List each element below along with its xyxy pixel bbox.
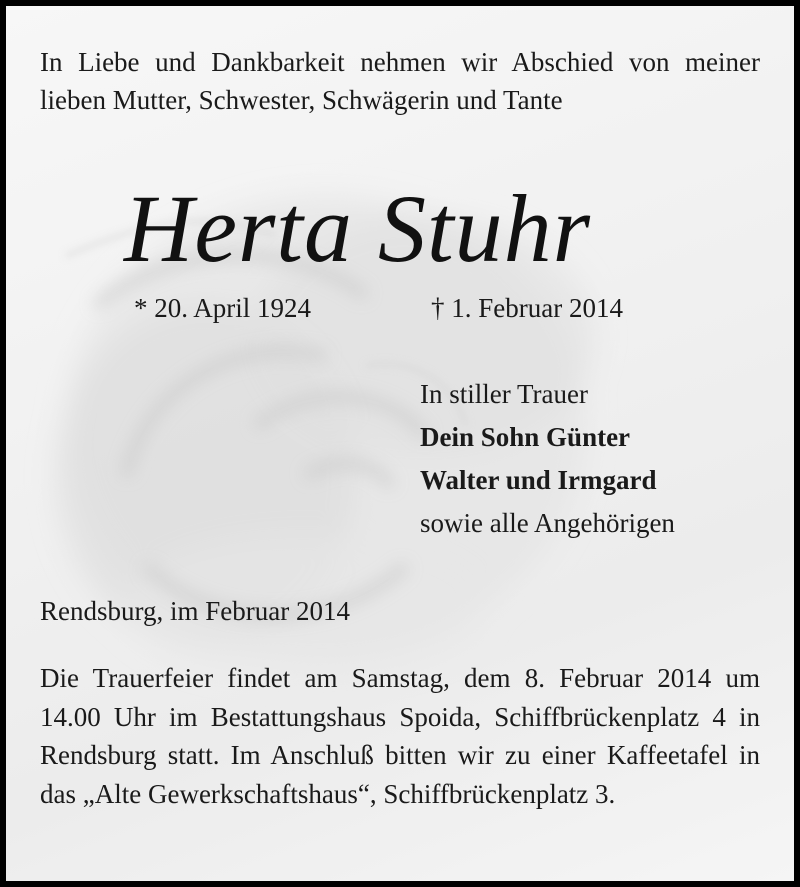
birth-date: * 20. April 1924 <box>134 293 312 323</box>
mourner-others: sowie alle Angehörigen <box>420 508 675 538</box>
deceased-name: Herta Stuhr <box>124 175 591 282</box>
mourner-relatives: Walter und Irmgard <box>420 465 657 495</box>
mourner-son: Dein Sohn Günter <box>420 422 631 452</box>
place-date: Rendsburg, im Februar 2014 <box>40 596 350 626</box>
mourning-line: In stiller Trauer <box>420 379 588 409</box>
funeral-service-text: Die Trauerfeier findet am Samstag, dem 8. Februar 2014 um 14.00 Uhr im Bestattungshaus Spoida, Schiffbrückenplatz 4 in Rendsburg statt. Im Anschluß bitten wir zu einer Kaffeetafel in das „Alte Gewerkschaftshaus“, Schiffbrückenplatz 3. <box>40 663 760 809</box>
death-date: † 1. Februar 2014 <box>431 293 623 323</box>
obituary-notice <box>6 6 794 881</box>
mourners-block <box>420 373 675 545</box>
intro-text: In Liebe und Dankbarkeit nehmen wir Abschied von meiner lieben Mutter, Schwester, Schwägerin und Tante <box>40 47 760 115</box>
